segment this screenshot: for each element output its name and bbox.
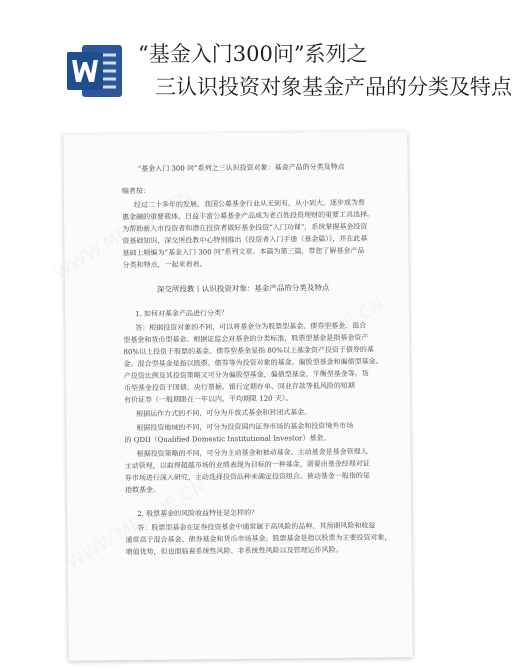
answer-1-line: 金。混合型基金是指以股票、债券等为投资对象的基金。偏股型基金和偏债型基金。 bbox=[123, 357, 383, 369]
document-title-line2: 三认识投资对象基金产品的分类及特点 bbox=[155, 75, 512, 99]
answer-1-line: 型基金和货币型基金。根据证监会对基金的分类标准，股票型基金是指基金资产 bbox=[123, 333, 369, 345]
intro-line: 基础上精编为“基金入门 300 问”系列文章。本篇为第三篇，带您了解基金产品 bbox=[122, 246, 365, 258]
intro-line: 为帮助新入市投资者和潜在投资者做好基金投资“入门功课”，系统掌握基金投资 bbox=[122, 222, 368, 234]
question-2: 2. 股票基金的风险收益特征是怎样的？ bbox=[137, 508, 259, 519]
answer-1-line: 根据运作方式的不同，可分为开放式基金和封闭式基金。 bbox=[136, 408, 312, 419]
answer-1-line: 指数基金。 bbox=[124, 485, 161, 495]
editor-note-label: 编者按： bbox=[121, 186, 150, 196]
answer-1-line: 答：根据投资对象的不同，可以将基金分为股票型基金、债券型基金、混合 bbox=[135, 321, 367, 333]
answer-1-line: 有价证券（一般期限在一年以内，平均期限 120 天）。 bbox=[123, 394, 293, 405]
answer-1-line: 的 QDII（Qualified Domestic Institutional Investor）基金。 bbox=[124, 434, 331, 445]
answer-2-line: 增值优势，但也面临着系统性风险、非系统性风险以及管理运作风险。 bbox=[125, 545, 343, 557]
answer-1-line: 产投资比例及其投资策略又可分为偏股型基金，偏债型基金，平衡型基金等。货 bbox=[123, 369, 369, 381]
intro-line: 资基础知识，深交所投教中心特别推出《投资者入门手册（基金篇）》，并在此基 bbox=[122, 234, 368, 246]
answer-1-line: 券市场进行深入研究，主动选择投资品种来确定投资组合。被动基金一般指的是 bbox=[124, 471, 370, 483]
answer-1-line: 根据投资地域的不同，可分为投资国内证券市场的基金和投资境外市场 bbox=[136, 421, 354, 433]
answer-2-line: 通常高于混合基金、债券基金和货币市场基金。股票基金是指以股票为主要投资对象， bbox=[125, 533, 392, 545]
running-title: “基金入门 300 问”系列之三认识投资对象：基金产品的分类及特点 bbox=[137, 162, 345, 174]
answer-1-line: 根据投资策略的不同，可分为主动基金和被动基金。主动基金是基金管理人 bbox=[136, 447, 368, 459]
document-title-line1: “基金入门300问”系列之 bbox=[138, 42, 368, 66]
answer-1-line: 币型基金投资于国债、央行票据、银行定期存单、同业存款等低风险的短期 bbox=[123, 381, 355, 393]
intro-line: 经过二十多年的发展，我国公募基金行业从无到有，从小到大，逐步成为普 bbox=[133, 198, 366, 210]
source-line: 深交所投教丨认识投资对象：基金产品的分类及特点 bbox=[156, 283, 330, 294]
intro-line: 分类和特点，一起来看看。 bbox=[122, 260, 207, 270]
intro-line: 惠金融的重要载体，日益丰富公募基金产品成为老百姓投资理财的重要工具选择。 bbox=[122, 210, 375, 222]
answer-2-line: 答：股票型基金在证券投资基金中通常属于高风险的品种，其预期风险和收益 bbox=[137, 521, 376, 533]
word-icon bbox=[64, 40, 126, 102]
question-1: 1. 如何对基金产品进行分类？ bbox=[135, 309, 229, 319]
document-preview bbox=[63, 131, 412, 661]
header bbox=[0, 0, 512, 128]
answer-1-line: 80%以上投资于股票的基金。债券型基金是指 80%以上基金资产投资于债券的基 bbox=[123, 345, 374, 357]
answer-1-line: 主动管理，以取得超越市场的业绩表现为目标的一种基金，需要由基金经理对证 bbox=[124, 459, 370, 471]
